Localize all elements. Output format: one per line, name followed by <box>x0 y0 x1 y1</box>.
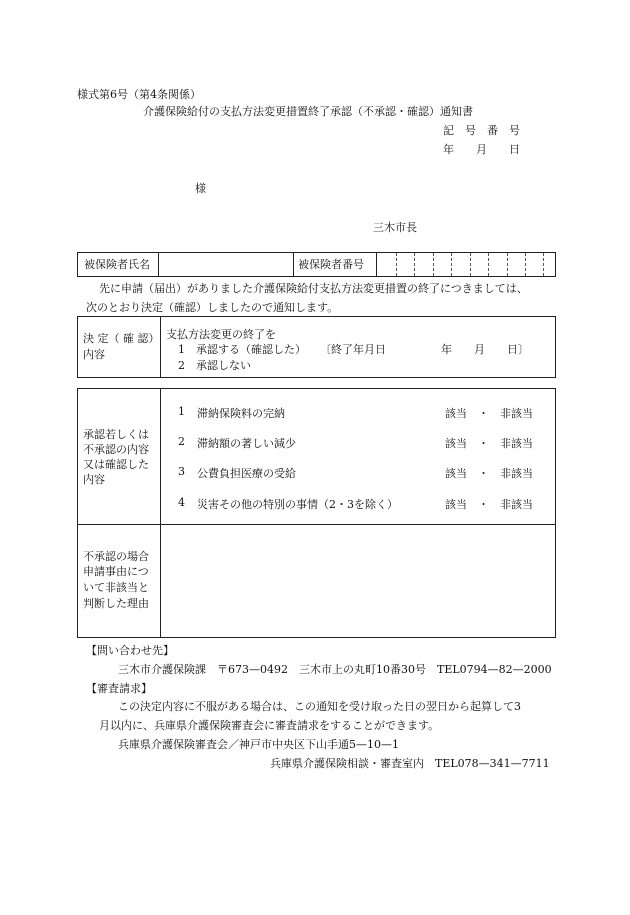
rejection-label-line4: 判断した理由 <box>83 597 149 610</box>
decision-label-line1: 決 定（ 確 認） <box>83 332 160 345</box>
document-title: 介護保険給付の支払方法変更措置終了承認（不承認・確認）通知書 <box>143 105 473 118</box>
insured-number-label: 被保険者番号 <box>298 258 364 271</box>
approval-label-line3: 又は確認した <box>83 458 149 471</box>
insured-info-row <box>77 252 556 277</box>
approval-box <box>77 388 556 638</box>
issuer: 三木市長 <box>373 221 417 234</box>
criterion-3-status: 該当 ・ 非該当 <box>445 467 533 480</box>
recipient-suffix: 様 <box>195 182 206 195</box>
criterion-1-text: 滞納保険料の完納 <box>197 407 285 420</box>
decision-end-date: 〔終了年月日 年 月 日〕 <box>320 343 529 356</box>
rejection-label-line1: 不承認の場合 <box>83 550 149 563</box>
review-heading: 【審査請求】 <box>86 682 152 695</box>
criterion-4-number: 4 <box>178 496 185 509</box>
criterion-3-text: 公費負担医療の受給 <box>197 467 296 480</box>
review-line-2: 月以内に、兵庫県介護保険審査会に審査請求をすることができます。 <box>99 719 440 732</box>
criterion-3-number: 3 <box>178 465 185 478</box>
review-line-1: この決定内容に不服がある場合は、この通知を受け取った日の翌日から起算して3 <box>118 700 521 713</box>
criterion-4-status: 該当 ・ 非該当 <box>445 498 533 511</box>
criterion-2-text: 滞納額の著しい減少 <box>197 437 296 450</box>
insured-name-label: 被保険者氏名 <box>84 258 150 271</box>
review-line-4: 兵庫県介護保険相談・審査室内 TEL078—341—7711 <box>270 757 550 770</box>
criterion-2-number: 2 <box>178 435 185 448</box>
criterion-2-status: 該当 ・ 非該当 <box>445 437 533 450</box>
decision-option-2: 2 承認しない <box>178 359 251 372</box>
decision-heading: 支払方法変更の終了を <box>166 328 276 341</box>
intro-line-2: 次のとおり決定（確認）しましたので通知します。 <box>86 301 339 314</box>
approval-label-line2: 不承認の内容 <box>83 443 149 456</box>
rejection-label-line3: いて非該当と <box>83 581 149 594</box>
decision-box <box>77 316 556 378</box>
intro-line-1: 先に申請（届出）がありました介護保険給付支払方法変更措置の終了につきましては、 <box>99 282 528 295</box>
form-number: 様式第6号（第4条関係） <box>77 88 201 101</box>
decision-option-1: 1 承認する（確認した） <box>178 343 306 356</box>
approval-label-line1: 承認若しくは <box>83 428 149 441</box>
review-line-3: 兵庫県介護保険審査会／神戸市中央区下山手通5—10—1 <box>118 738 399 751</box>
decision-label-line2: 内容 <box>83 348 105 361</box>
criterion-1-status: 該当 ・ 非該当 <box>445 407 533 420</box>
contact-line: 三木市介護保険課 〒673—0492 三木市上の丸町10番30号 TEL0794—82—2000 <box>118 663 552 676</box>
criterion-1-number: 1 <box>178 405 185 418</box>
contact-heading: 【問い合わせ先】 <box>86 644 174 657</box>
doc-number-label: 記 号 番 号 <box>443 124 520 137</box>
rejection-label-line2: 申請事由につ <box>83 565 149 578</box>
criterion-4-text: 災害その他の特別の事情（2・3を除く） <box>197 498 398 511</box>
date-label: 年 月 日 <box>443 143 520 156</box>
approval-label-line4: 内容 <box>83 473 105 486</box>
